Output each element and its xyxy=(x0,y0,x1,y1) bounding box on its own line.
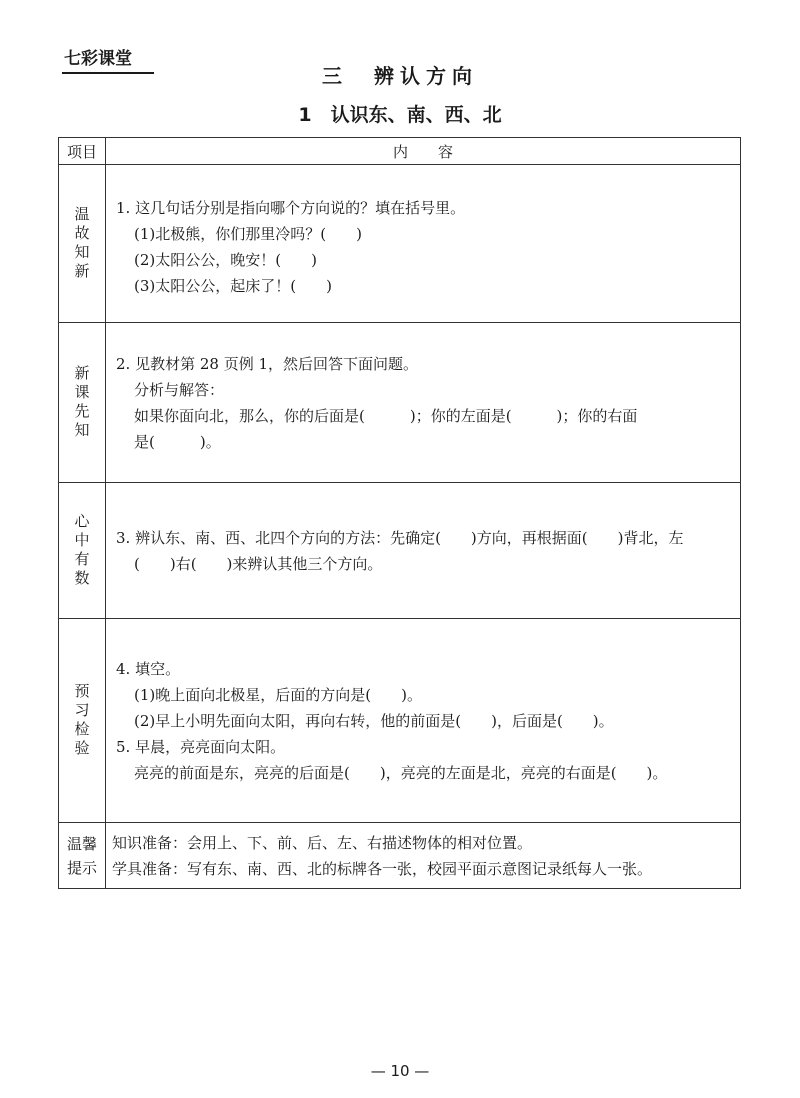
question-line: 4. 填空。 xyxy=(116,659,181,678)
question-line: 是( )。 xyxy=(134,432,221,451)
row-label-cell xyxy=(59,165,106,323)
table-row xyxy=(59,323,741,483)
table-row xyxy=(59,165,741,323)
question-line: 2. 见教材第 28 页例 1，然后回答下面问题。 xyxy=(116,354,419,373)
question-line: ( )右( )来辨认其他三个方向。 xyxy=(134,554,383,573)
table-row xyxy=(59,619,741,823)
row-content-cell xyxy=(106,823,741,889)
page-title: 三 辨认方向 xyxy=(322,64,478,88)
tip-line: 知识准备：会用上、下、前、后、左、右描述物体的相对位置。 xyxy=(112,833,533,852)
table-header-row xyxy=(59,138,741,165)
question-line: 分析与解答： xyxy=(134,380,225,399)
row-label-cell xyxy=(59,619,106,823)
question-line: (2)早上小明先面向太阳，再向右转，他的前面是( )，后面是( )。 xyxy=(134,711,614,730)
page-subtitle: 1 认识东、南、西、北 xyxy=(298,104,502,126)
table-row xyxy=(59,823,741,889)
question-line: 1. 这几句话分别是指向哪个方向说的？填在括号里。 xyxy=(116,198,466,217)
row-label: 心中有数 xyxy=(72,512,91,589)
question-line: (2)太阳公公，晚安！( ) xyxy=(134,250,317,269)
row-label-cell xyxy=(59,323,106,483)
question-line: 如果你面向北，那么，你的后面是( )；你的左面是( )；你的右面 xyxy=(134,406,638,425)
row-label: 温故知新 xyxy=(72,205,91,282)
table-row xyxy=(59,483,741,619)
row-content-cell xyxy=(106,619,741,823)
content-table xyxy=(58,137,741,889)
question-line: (3)太阳公公，起床了！( ) xyxy=(134,276,332,295)
row-label-cell xyxy=(59,823,106,889)
tip-line: 学具准备：写有东、南、西、北的标牌各一张，校园平面示意图记录纸每人一张。 xyxy=(112,859,653,878)
row-label-line: 温馨 xyxy=(66,834,97,853)
logo-text: 七彩课堂 xyxy=(64,49,132,69)
column-header-item: 项目 xyxy=(59,138,106,165)
column-header-content: 内 容 xyxy=(106,138,741,165)
row-label-cell xyxy=(59,483,106,619)
row-label: 新课先知 xyxy=(72,364,91,441)
question-line: (1)北极熊，你们那里冷吗？( ) xyxy=(134,224,362,243)
row-label-line: 提示 xyxy=(66,858,97,877)
question-line: 5. 早晨，亮亮面向太阳。 xyxy=(116,737,286,756)
row-content-cell xyxy=(106,165,741,323)
page-number: — 10 — xyxy=(370,1062,430,1080)
question-line: (1)晚上面向北极星，后面的方向是( )。 xyxy=(134,685,422,704)
row-content-cell xyxy=(106,323,741,483)
row-content-cell xyxy=(106,483,741,619)
question-line: 3. 辨认东、南、西、北四个方向的方法：先确定( )方向，再根据面( )背北，左 xyxy=(116,528,684,547)
question-line: 亮亮的前面是东，亮亮的后面是( )，亮亮的左面是北，亮亮的右面是( )。 xyxy=(134,763,668,782)
row-label: 预习检验 xyxy=(72,682,91,759)
